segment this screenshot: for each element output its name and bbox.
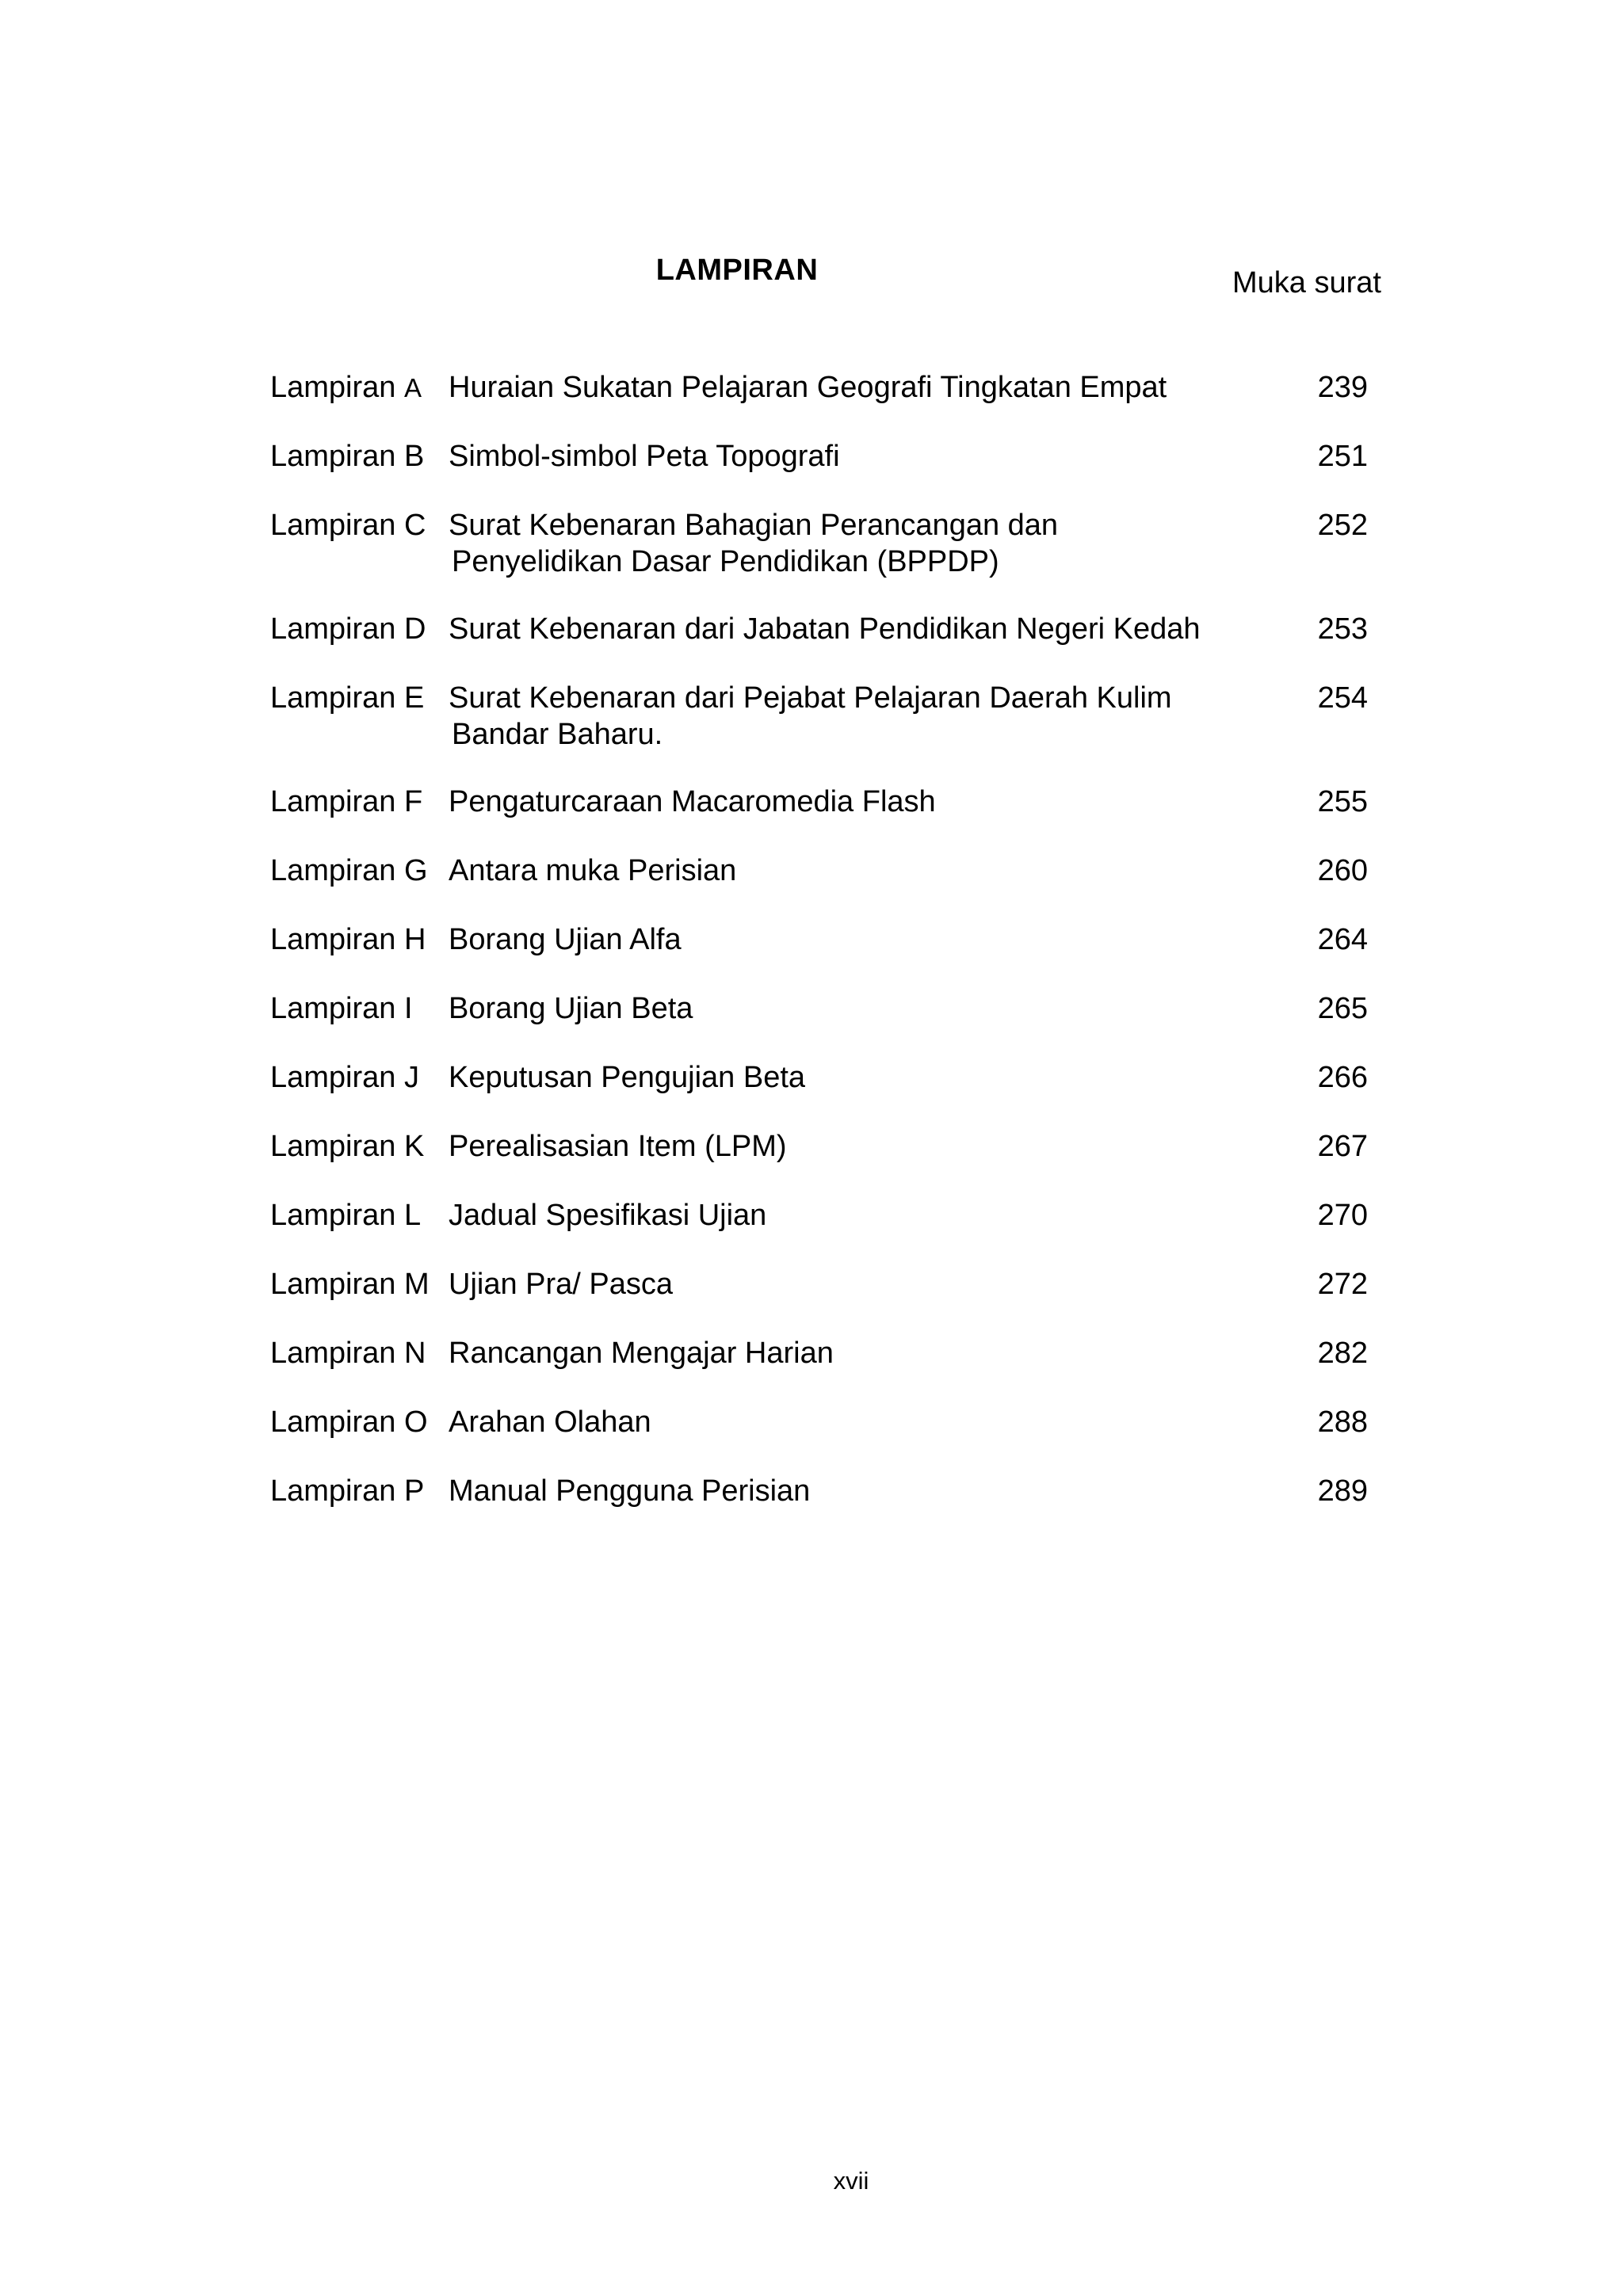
appendix-label-prefix: Lampiran (270, 854, 404, 887)
appendix-label (270, 784, 422, 820)
appendix-title-line: Perealisasian Item (LPM) (449, 1130, 787, 1163)
appendix-label-prefix: Lampiran (270, 785, 404, 818)
appendix-entry (270, 1266, 1380, 1335)
appendix-label-prefix: Lampiran (270, 1474, 404, 1508)
appendix-label-prefix: Lampiran (270, 1337, 404, 1370)
appendix-title (449, 1335, 1273, 1371)
appendix-title-line: Surat Kebenaran dari Jabatan Pendidikan Negeri Kedah (449, 612, 1201, 646)
appendix-entry (270, 852, 1380, 921)
appendix-page-number: 265 (1317, 992, 1368, 1025)
appendix-label (270, 1059, 419, 1096)
appendix-title (449, 1197, 1273, 1234)
appendix-title-line: Borang Ujian Alfa (449, 923, 682, 956)
appendix-label (270, 1197, 421, 1234)
appendix-page-number: 267 (1317, 1130, 1368, 1163)
appendix-title-line: Borang Ujian Beta (449, 992, 693, 1025)
appendix-entry (270, 784, 1380, 852)
appendix-title (449, 680, 1273, 753)
appendix-page-number: 253 (1317, 612, 1368, 646)
page-title: LAMPIRAN (655, 254, 819, 287)
appendix-title-line: Jadual Spesifikasi Ujian (449, 1199, 767, 1232)
appendix-title-line: Arahan Olahan (449, 1405, 651, 1439)
appendix-label-prefix: Lampiran (270, 440, 404, 473)
appendix-title (449, 784, 1273, 820)
appendix-title-line: Huraian Sukatan Pelajaran Geografi Tingkatan Empat (449, 371, 1167, 404)
appendix-title (449, 1059, 1273, 1096)
appendix-page-number: 264 (1317, 923, 1368, 956)
appendix-entry (270, 990, 1380, 1059)
appendix-title-line: Penyelidikan Dasar Pendidikan (BPPDP) (452, 545, 999, 578)
appendix-label (270, 680, 424, 716)
appendix-entry (270, 507, 1380, 611)
appendix-letter: J (403, 1061, 419, 1094)
appendix-label-prefix: Lampiran (270, 1405, 404, 1439)
appendix-label (270, 611, 426, 647)
appendix-page-number: 254 (1317, 681, 1368, 715)
appendix-page-number: 266 (1317, 1061, 1368, 1094)
appendix-list (270, 369, 1380, 1542)
appendix-page-number: 252 (1317, 509, 1368, 542)
appendix-title-line: Rancangan Mengajar Harian (449, 1337, 834, 1370)
appendix-page-number: 255 (1317, 785, 1368, 818)
appendix-label-prefix: Lampiran (270, 1130, 404, 1163)
appendix-title (449, 611, 1273, 647)
appendix-title (449, 369, 1273, 406)
appendix-label (270, 438, 424, 475)
appendix-label (270, 507, 426, 543)
appendix-page-number: 260 (1317, 854, 1368, 887)
appendix-letter: K (403, 1130, 425, 1163)
appendix-letter: G (403, 854, 428, 887)
appendix-letter: B (403, 440, 425, 473)
appendix-label (270, 1473, 424, 1509)
appendix-label (270, 1266, 430, 1302)
appendix-title (449, 990, 1273, 1027)
appendix-entry (270, 369, 1380, 438)
appendix-title-line: Pengaturcaraan Macaromedia Flash (449, 785, 936, 818)
appendix-title-line: Bandar Baharu. (452, 718, 663, 751)
appendix-label-prefix: Lampiran (270, 992, 404, 1025)
page-number: xvii (833, 2167, 869, 2195)
appendix-title (449, 1404, 1273, 1440)
appendix-label (270, 852, 428, 889)
appendix-entry (270, 1128, 1380, 1197)
appendix-title-line: Keputusan Pengujian Beta (449, 1061, 806, 1094)
appendix-title-line: Surat Kebenaran Bahagian Perancangan dan (449, 509, 1059, 542)
appendix-letter: O (403, 1405, 428, 1439)
appendix-title (449, 507, 1273, 580)
appendix-title (449, 1266, 1273, 1302)
appendix-label (270, 1335, 426, 1371)
appendix-label (270, 369, 422, 406)
appendix-label-prefix: Lampiran (270, 371, 404, 404)
appendix-entry (270, 921, 1380, 990)
appendix-letter: A (403, 373, 422, 402)
appendix-title-line: Surat Kebenaran dari Pejabat Pelajaran Daerah Kulim (449, 681, 1172, 715)
appendix-title-line: Simbol-simbol Peta Topografi (449, 440, 840, 473)
appendix-entry (270, 1197, 1380, 1266)
appendix-letter: M (403, 1268, 430, 1301)
appendix-label-prefix: Lampiran (270, 509, 404, 542)
appendix-page-number: 289 (1317, 1474, 1368, 1508)
appendix-label-prefix: Lampiran (270, 1061, 404, 1094)
appendix-letter: E (403, 681, 425, 715)
appendix-label (270, 1404, 428, 1440)
appendix-title-line: Antara muka Perisian (449, 854, 737, 887)
appendix-page-number: 239 (1317, 371, 1368, 404)
page-column-header: Muka surat (1232, 266, 1381, 299)
appendix-title (449, 1128, 1273, 1165)
appendix-label-prefix: Lampiran (270, 681, 404, 715)
appendix-entry (270, 611, 1380, 680)
appendix-letter: D (403, 612, 426, 646)
appendix-label-prefix: Lampiran (270, 612, 404, 646)
appendix-title-line: Manual Pengguna Perisian (449, 1474, 811, 1508)
appendix-title (449, 1473, 1273, 1509)
appendix-title (449, 852, 1273, 889)
appendix-page-number: 282 (1317, 1337, 1368, 1370)
appendix-letter: C (403, 509, 426, 542)
appendix-title (449, 438, 1273, 475)
appendix-entry (270, 1404, 1380, 1473)
appendix-entry (270, 680, 1380, 784)
appendix-entry (270, 1059, 1380, 1128)
appendix-letter: I (403, 992, 413, 1025)
appendix-label (270, 921, 426, 958)
appendix-title (449, 921, 1273, 958)
appendix-page-number: 251 (1317, 440, 1368, 473)
appendix-letter: H (403, 923, 426, 956)
appendix-label-prefix: Lampiran (270, 1199, 404, 1232)
appendix-page-number: 270 (1317, 1199, 1368, 1232)
appendix-entry (270, 438, 1380, 507)
appendix-letter: N (403, 1337, 426, 1370)
appendix-label (270, 990, 413, 1027)
appendix-entry (270, 1473, 1380, 1542)
appendix-page-number: 272 (1317, 1268, 1368, 1301)
appendix-page-number: 288 (1317, 1405, 1368, 1439)
appendix-label-prefix: Lampiran (270, 923, 404, 956)
appendix-letter: L (403, 1199, 422, 1232)
appendix-letter: F (403, 785, 423, 818)
appendix-label (270, 1128, 424, 1165)
appendix-label-prefix: Lampiran (270, 1268, 404, 1301)
appendix-letter: P (403, 1474, 425, 1508)
appendix-entry (270, 1335, 1380, 1404)
appendix-title-line: Ujian Pra/ Pasca (449, 1268, 674, 1301)
